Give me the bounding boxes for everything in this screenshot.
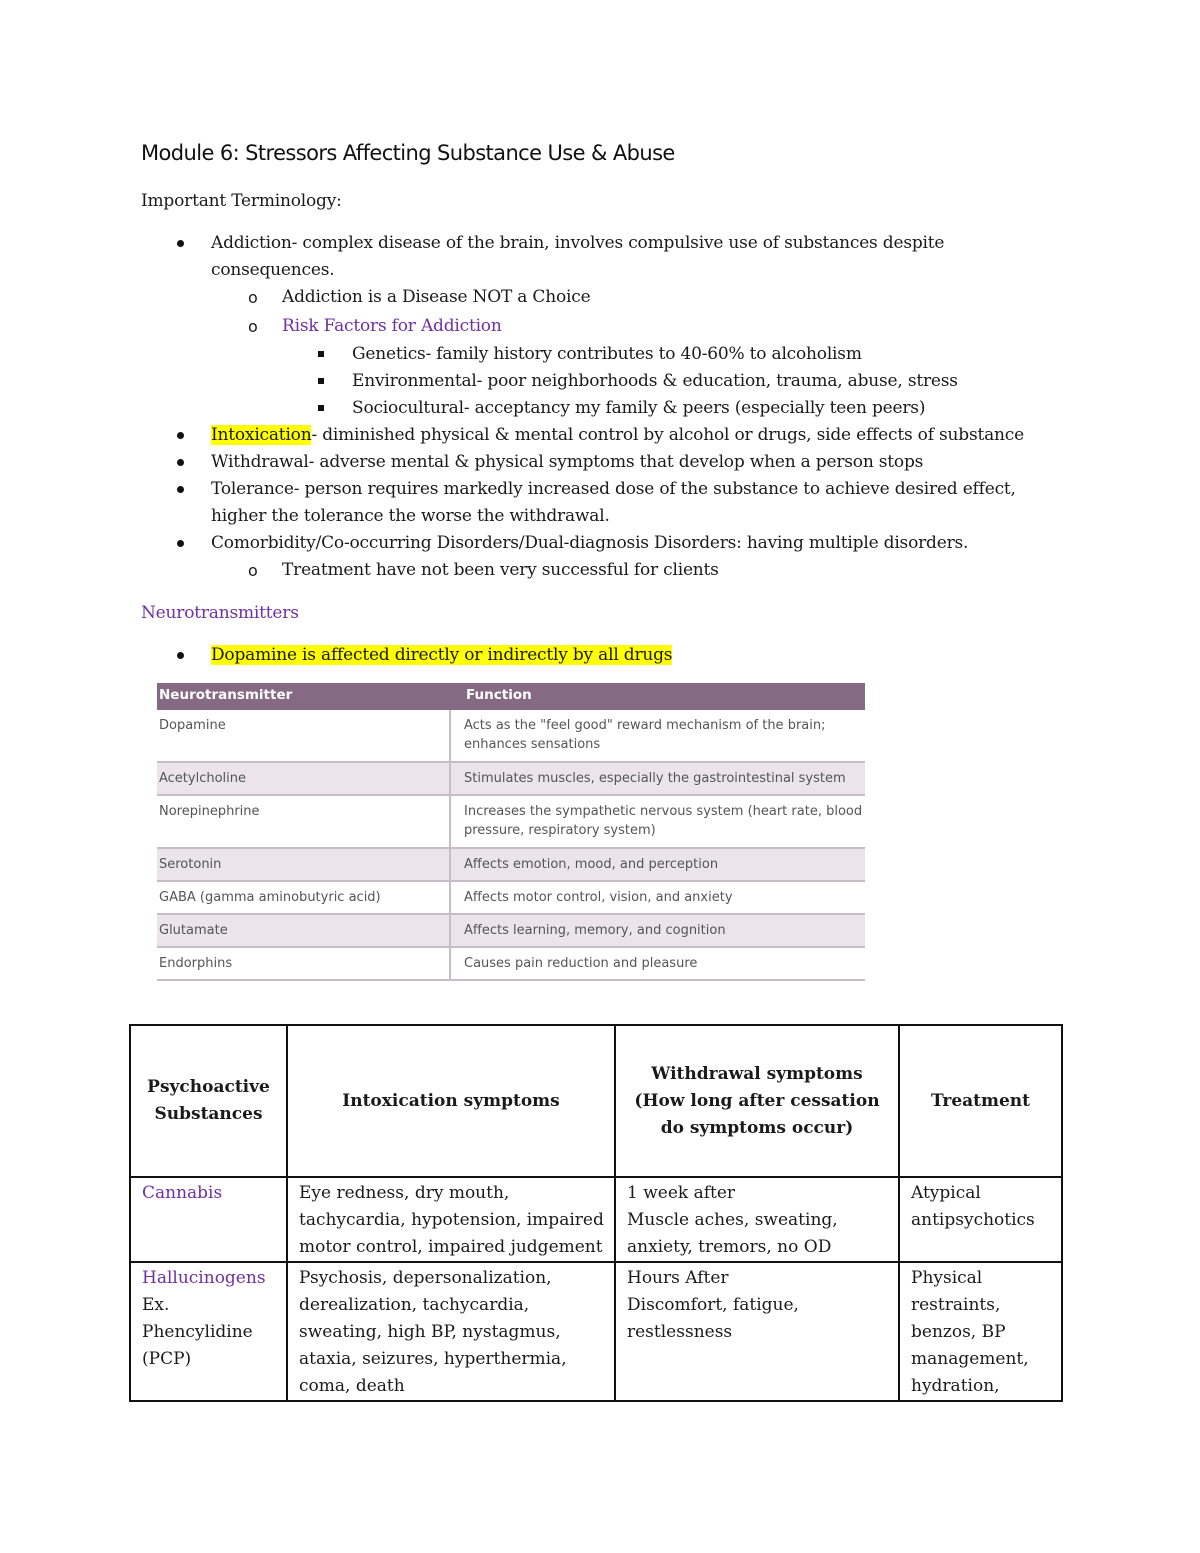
nt-name: Endorphins (157, 948, 451, 979)
withdrawal-symptoms: Discomfort, fatigue, restlessness (627, 1295, 799, 1342)
substances-header-row (130, 1025, 1062, 1177)
intoxication-term: Intoxication (211, 425, 312, 445)
table-row (130, 1177, 1062, 1262)
dopamine-note (211, 642, 672, 669)
withdrawal-symptoms: Muscle aches, sweating, anxiety, tremors, no OD (627, 1210, 838, 1257)
header-treatment: Treatment (899, 1025, 1062, 1177)
square-bullet-icon (318, 351, 324, 357)
nt-function: Stimulates muscles, especially the gastrointestinal system (464, 771, 846, 786)
substance-name: Hallucinogens (142, 1268, 266, 1288)
nt-name: Serotonin (157, 849, 451, 880)
nt-name: Dopamine (157, 710, 451, 761)
bullet-icon (177, 459, 184, 466)
intoxication-definition: - diminished physical & mental control by alcohol or drugs, side effects of substance (311, 425, 1024, 445)
bullet-icon (177, 540, 184, 547)
addiction-sub1: Addiction is a Disease NOT a Choice (282, 287, 591, 307)
bullet-icon (177, 486, 184, 493)
terminology-heading: Important Terminology: (141, 191, 342, 211)
nt-row (157, 763, 865, 796)
substance-cell (130, 1177, 287, 1262)
circle-bullet-icon: o (248, 317, 258, 336)
dopamine-note-text: Dopamine is affected directly or indirectly by all drugs (211, 645, 673, 665)
nt-row (157, 882, 865, 915)
substance-example: Ex. Phencylidine (PCP) (142, 1295, 253, 1369)
nt-header-function: Function (466, 687, 532, 703)
header-substances: Psychoactive Substances (130, 1025, 287, 1177)
addiction-line2: consequences. (211, 260, 335, 280)
comorbidity-item: Comorbidity/Co-occurring Disorders/Dual-diagnosis Disorders: having multiple disorders. (211, 533, 969, 553)
nt-function: Acts as the "feel good" reward mechanism of the brain; enhances sensations (464, 718, 826, 752)
comorbidity-sub: Treatment have not been very successful for clients (282, 560, 719, 580)
addiction-line1: Addiction- complex disease of the brain, involves compulsive use of substances despite (211, 233, 945, 253)
substances-table (129, 1024, 1063, 1402)
intoxication-cell: Eye redness, dry mouth, tachycardia, hypotension, impaired motor control, impaired judgement (287, 1177, 615, 1262)
nt-row (157, 948, 865, 981)
risk-factors-heading: Risk Factors for Addiction (282, 316, 502, 336)
bullet-icon (177, 240, 184, 247)
header-intoxication: Intoxication symptoms (287, 1025, 615, 1177)
intoxication-item (211, 422, 1024, 449)
nt-function: Affects emotion, mood, and perception (464, 857, 719, 872)
nt-row (157, 710, 865, 763)
nt-name: Norepinephrine (157, 796, 451, 847)
substance-cell (130, 1262, 287, 1401)
treatment-cell: Atypical antipsychotics (899, 1177, 1062, 1262)
header-withdrawal: Withdrawal symptoms (How long after cessation do symptoms occur) (615, 1025, 899, 1177)
nt-function: Affects learning, memory, and cognition (464, 923, 726, 938)
circle-bullet-icon: o (248, 561, 258, 580)
substance-name: Cannabis (142, 1183, 223, 1203)
page-title: Module 6: Stressors Affecting Substance Use & Abuse (141, 141, 675, 165)
withdrawal-cell (615, 1262, 899, 1401)
nt-row (157, 849, 865, 882)
treatment-cell: Physical restraints, benzos, BP management, hydration, (899, 1262, 1062, 1401)
nt-table-header (157, 683, 865, 710)
square-bullet-icon (318, 378, 324, 384)
nt-name: Glutamate (157, 915, 451, 946)
table-row (130, 1262, 1062, 1401)
risk-environmental: Environmental- poor neighborhoods & education, trauma, abuse, stress (352, 371, 958, 391)
bullet-icon (177, 432, 184, 439)
withdrawal-time: 1 week after (627, 1183, 736, 1203)
nt-function: Increases the sympathetic nervous system (heart rate, blood pressure, respiratory system) (464, 804, 863, 838)
withdrawal-time: Hours After (627, 1268, 729, 1288)
nt-function: Causes pain reduction and pleasure (464, 956, 698, 971)
nt-name: Acetylcholine (157, 763, 451, 794)
tolerance-line1: Tolerance- person requires markedly increased dose of the substance to achieve desired effect, (211, 479, 1016, 499)
intoxication-cell: Psychosis, depersonalization, derealization, tachycardia, sweating, high BP, nystagmus, ataxia, seizures, hyperthermia, coma, death (287, 1262, 615, 1401)
bullet-icon (177, 652, 184, 659)
nt-row (157, 915, 865, 948)
nt-header-neurotransmitter: Neurotransmitter (159, 687, 293, 703)
neurotransmitter-table (157, 683, 865, 981)
nt-row (157, 796, 865, 849)
risk-genetics: Genetics- family history contributes to 40-60% to alcoholism (352, 344, 862, 364)
tolerance-line2: higher the tolerance the worse the withdrawal. (211, 506, 610, 526)
nt-function: Affects motor control, vision, and anxiety (464, 890, 733, 905)
square-bullet-icon (318, 405, 324, 411)
circle-bullet-icon: o (248, 288, 258, 307)
withdrawal-item: Withdrawal- adverse mental & physical symptoms that develop when a person stops (211, 452, 924, 472)
withdrawal-cell (615, 1177, 899, 1262)
nt-name: GABA (gamma aminobutyric acid) (157, 882, 451, 913)
neurotransmitters-heading: Neurotransmitters (141, 603, 299, 623)
risk-sociocultural: Sociocultural- acceptancy my family & peers (especially teen peers) (352, 398, 926, 418)
